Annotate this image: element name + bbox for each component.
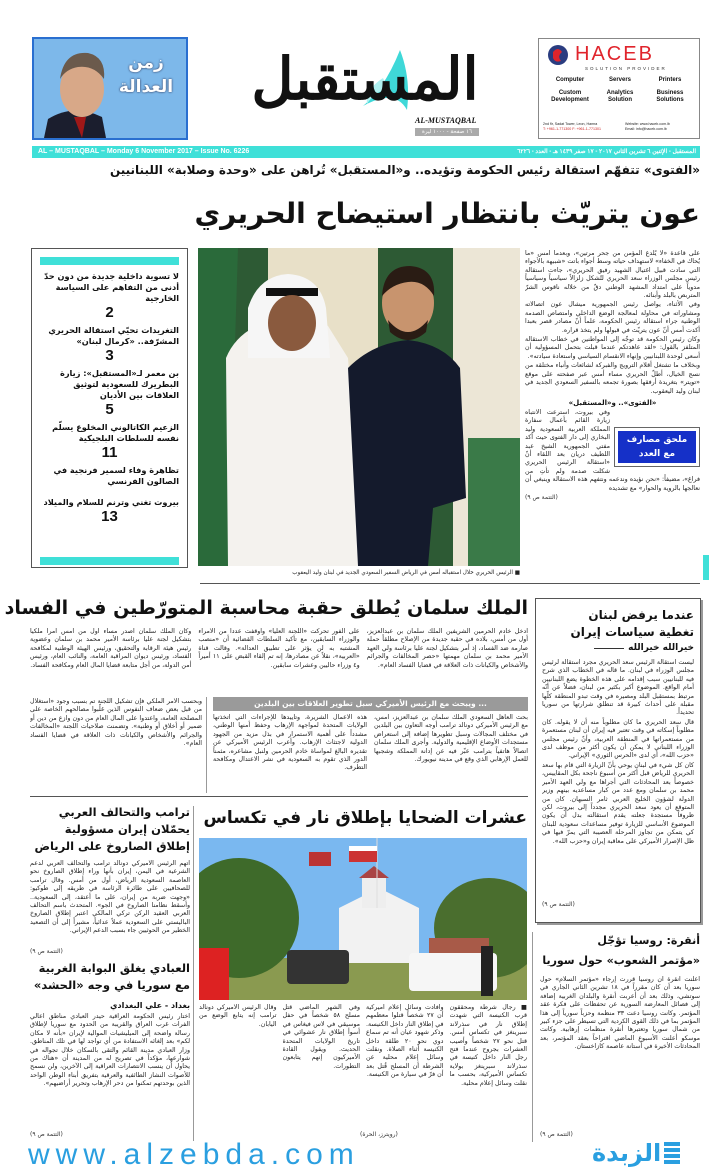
price-label: ١٦ صفحة - ١٠٠٠ ليرة	[415, 128, 479, 136]
lead-article-body-2: وفي بيروت، استرعت الانتباه زيارة القائم بأعمال سفارة المملكة العربية السعودية وليد البخاري إلى دار الفتوى حيث أكد مفتي الجمهورية الشيخ عبد اللطيف دريان بعد اللقاء أنّ «استقالة الرئيس الحريري شكلت صدمة ولم تأتِ من فراغ»، مضيفاً: «نحن نؤيده وندعمه ونتفهم هذه الاستقالة وينبغي أن نعالجها بالروية والحوار» مع تشديده	[525, 408, 700, 492]
index-page-number: 2	[105, 304, 114, 321]
salman-col-2: على الفور تحركت «اللجنة العليا» وأوقفت عدداً من الأمراء والوزراء السابقين، مع تأكيد السلطات القضائية أن «منصب المشتبه به لن يؤثر على تطبيق العدالة». وقالت قناة «العربية»، نقلاً عن مصادرها، إنه تم إلقاء القبض على ١١ أميراً و٤ وزراء حاليين وعشرات سابقين.	[198, 628, 360, 669]
opinion-author: خيرالله خيرالله	[542, 641, 694, 655]
lead-continued[interactable]: (التتمة ص ٩)	[525, 493, 558, 501]
index-page-number: 3	[105, 347, 114, 364]
texas-source: (رويترز، الحرة)	[360, 1131, 398, 1138]
index-page-number: 5	[105, 401, 114, 418]
service-business: Business Solutions	[656, 90, 684, 103]
lead-photo	[198, 248, 520, 566]
lead-photo-caption: ■ الرئيس الحريري خلال استقباله أمس في الرياض السفير السعودي الجديد في لبنان وليد اليعقوب	[292, 570, 520, 576]
lead-subhead: «الفتوى».. و«المستقبل»	[568, 398, 657, 407]
ad-phone: T: +961-1-771300 F: +961-1-771301	[543, 127, 601, 131]
salman-col-1: أدخل خادم الحرمين الشريفين الملك سلمان بن عبدالعزيز، أول من أمس، بلاده في حقبة جديدة من الإصلاح مطلقاً حملة صارمة ضد الفساد، إذ أمر بتشكيل لجنة عليا برئاسة ولي العهد الأمير محمد بن سلمان مهمتها «حصر المخالفات والجرائم والأشخاص والكيانات ذات العلاقة في قضايا الفساد العام».	[366, 628, 528, 669]
date-english: AL – MUSTAQBAL – Monday 6 November 2017 – Issue No. 6226	[38, 148, 250, 155]
newspaper-logo	[215, 40, 515, 140]
texas-col-1: ■ رجال شرطة ومحققون قرب الكنيسة التي شهدت إطلاق نار في سذرلاند سبرينغز في تكساس أمس. قتل نحو ٢٧ شخصاً وأصيب العشرات بجروح عندما فتح رجل النار داخل كنيسة في سذرلاند سبرينغز بولاية تكساس الأميركية، بحسب ما نقلت وسائل إعلام محلية.	[449, 1004, 527, 1087]
index-bottom-bar	[40, 557, 179, 565]
service-computer: Computer	[555, 77, 585, 83]
salman-sub-col-1: بحث العاهل السعودي الملك سلمان بن عبدالعزيز، أمس، مع الرئيس الأميركي دونالد ترامب أوجه التعاون بين البلدين في مختلف المجالات وسبل تطويرها إضافة إلى استعراض مستجدات الأوضاع الإقليمية والدولية. وأجرى الملك سلمان اتصالاً هاتفياً بترامب عبّر فيه عن إدانة المملكة وشجبها للعمل الإرهابي الذي وقع في مدينة نيويورك.	[374, 714, 528, 764]
ankara-headline-2[interactable]: «مؤتمر الشعوب» حول سوريا	[542, 954, 700, 967]
index-item[interactable]: بيروت تغني وترنم للسلام والميلاد 13	[32, 497, 187, 525]
haceb-tagline: SOLUTION PROVIDER	[585, 66, 667, 71]
ankara-body: أعلنت أنقرة أن روسيا قررت إرجاء «مؤتمر السلام» حول سوريا بعد أن كان مقرراً في ١٨ تشرين الثاني الجاري في سوتشي، وذلك بعد أن أعربت أنقرة والبلدان الغربية إضافة إلى فصائل المعارضة السورية عن تحفظات على فكرة عقد المؤتمر. وكانت روسيا دعت ٣٣ منظمة وحزباً سورياً إلى هذا المؤتمر بما في ذلك القوى الكردية التي تسيطر على جزء كبير من شمال سوريا وتعتبرها أنقرة منظمات إرهابية. وكانت موسكو أعلنت الأسبوع الماضي اقتراحاً بعقد المؤتمر، بعد المحادثات الأخيرة في أستانة عاصمة كازاخستان.	[540, 976, 700, 1051]
lead-article-flow	[525, 250, 700, 580]
salman-col-4: وبحسب الأمر الملكي فإن تشكيل اللجنة تم بسبب وجود «استغلال من قبل بعض ضعاف النفوس الذين غلّبوا مصالحهم الخاصة على المصلحة العامة، واعتدوا على المال العام من دون وازع من دين أو ضمير أو أخلاق أو وطنية». وتضمنت صلاحيات اللجنة «المخالفات والجرائم والأشخاص والكيانات ذات العلاقة في قضايا الفساد العام».	[30, 698, 202, 748]
index-item[interactable]: لا تسوية داخلية جديدة من دون حدّ أدنى من التفاهم على السياسة الخارجية 2	[32, 271, 187, 321]
index-item[interactable]: تظاهرة وفاء لسمير فرنجية في الصالون الفرنسي	[53, 465, 179, 486]
logo-bars-icon	[664, 1142, 680, 1164]
abadi-continued[interactable]: (التتمة ص ٩)	[30, 1131, 63, 1138]
lead-headline[interactable]: عون يتريّث بانتظار استيضاح الحريري	[194, 197, 700, 230]
slogan-line2: العدالة	[118, 77, 174, 97]
ad-website[interactable]: Website: www.haceb.com.lb	[625, 122, 670, 126]
opinion-continued[interactable]: (التتمة ص ٩)	[542, 901, 575, 908]
index-item[interactable]: التغريدات تحيّي استقالة الحريري المشرّفة.. «كرمال لبنان» 3	[32, 325, 187, 364]
index-item[interactable]: الزعيم الكاتالوني المخلوع يسلّم نفسه للسلطات البلجيكية 11	[32, 422, 187, 461]
date-arabic: المستقبل - الإثنين ٦ تشرين الثاني ٢٠١٧ - ١٧ صفر ١٤٣٩ هـ - العدد - ٦٢٢٦	[517, 149, 696, 155]
service-analytics: Analytics Solution	[606, 90, 634, 103]
abadi-headline[interactable]: العبادي يغلق البوابة الغربية مع سوريا في وجه «الحشد»	[33, 961, 190, 992]
opinion-body: ليست استقالة الرئيس سعد الحريري مجرد استقالة لرئيس مجلس الوزراء في لبنان. ما قاله في الخطاب الذي شرح فيه للبنانيين سبب إقدامه على هذه الخطوة يضع اللبنانيين أمام الواقع. الموضوع أكبر بكثير من لبنان، فضلاً عن أنّه مرتبط بمستقبل البلد ومصيره في وقت تبدو المنطقة كلّها مقبلة على أحداث كبيرة قد تنطلق شرارتها من سوريا تحديداً. قال سعد الحريري ما كان مطلوباً منه أن لا يقوله. كان مطلوباً إسكاته في وقت تعتبر فيه إيران أن لبنان مستعمرة من مستعمراتها في المنطقة العربية، وأنّ رئيس مجلس الوزراء اللبناني لا يمكن أن يكون أكثر من موظف لدى «حزب الله»، أي لدى «الحرس الثوري» الإيراني. كان كل شيء في لبنان يوحي بأنّ الزيارة التي قام بها سعد الحريري للرياض قبل أكثر من أسبوع ناجحة بكل المقاييس، خصوصاً بعد المحادثات التي أجراها مع ولي العهد الأمير محمد بن سلمان ومع عدد من كبار مساعديه بينهم وزير الدولة لشؤون الخليج العربي ثامر السبهان. كان من المتوقع أن يعود سعد الحريري مجدداً إلى بيروت، لكن ظروفاً مستجدة جعلته يقدم استقالته بدل أن يكون الموضوع الأساسي للزيارة توفير مساعدات سعودية للبنان كي يتمكن من تجاوز المرحلة العصيبة التي يمرّ فيها في ظل الإصرار الأميركي على معاقبة إيران و«حزب الله».	[542, 659, 694, 845]
salman-col-3: وكان الملك سلمان أصدر مساء أول من أمس أمراً ملكياً بتشكيل لجنة عليا برئاسة الأمير محمد بن سلمان وعضوية رئيس هيئة الرقابة والتحقيق، ورئيس الهيئة الوطنية لمكافحة الفساد، ورئيس ديوان المراقبة العامة، والنائب العام، ورئيس أمن الدولة، من أجل متابعة قضايا المال العام ومكافحة الفساد.	[30, 628, 192, 669]
ad-address: 2nd flr, Sadat Tower, Leon, Hamra	[543, 122, 598, 126]
index-page-number: 13	[101, 508, 118, 525]
supplement-line2: مع العدد	[638, 448, 676, 459]
index-page-number: 11	[101, 444, 118, 461]
texas-col-3: وفي الشهر الماضي قتل مسلح ٥٨ شخصاً في حفل موسيقي في لاس فيغاس في أسوأ إطلاق نار عشوائي في تاريخ الولايات المتحدة الحديث. ويقول القادة الأميركيون إنهم يتابعون التطورات.	[282, 1004, 360, 1070]
section-divider	[30, 796, 528, 797]
lead-kicker: «الفتوى» تتفهّم استقالة رئيس الحكومة وتؤيده.. و«المستقبل» تُراهن على «وحدة وصلابة» اللبنانيين	[109, 163, 700, 177]
ad-email[interactable]: Email: info@haceb.com.lb	[625, 127, 667, 131]
watermark-url[interactable]: www.alzebda.com	[28, 1138, 360, 1171]
opinion-headline-2[interactable]: تغطية سياسات إيران	[570, 625, 694, 639]
column-rule	[206, 697, 207, 793]
trump-iran-body: اتهم الرئيس الأميركي دونالد ترامب والتحالف العربي لدعم الشرعية في اليمن، إيران بأنها وراء إطلاق الصاروخ نحو العاصمة السعودية الرياض، أول من أمس. وقال ترامب للصحافيين على طائرة الرئاسة في طريقه إلى طوكيو: «وجهت ضربة من إيران، على ما أعتقد، إلى السعودية.. وأسقط نظامنا الصاروخ في الجو». المتحدث باسم التحالف العربي العقيد الركن تركي المالكي اعتبر إطلاق الصاروخ الباليستي على السعودية عملاً عدائياً، مشيراً إلى أن التصعيد الخطير من الحوثيين جاء بسبب الدعم الإيراني.	[30, 860, 190, 935]
slogan-line1: زمن	[128, 53, 164, 73]
index-item[interactable]: بن معمر لـ«المستقبل»: زيارة البطريرك للسعودية لتوثيق العلاقات بين الأديان 5	[32, 368, 187, 418]
opinion-headline-1[interactable]: عندما يرفض لبنان	[588, 608, 694, 622]
watermark-logo-text: الزبدة	[592, 1139, 662, 1167]
service-printers: Printers	[658, 77, 682, 83]
trump-iran-headline[interactable]: ترامب والتحالف العربي يحمّلان إيران مسؤولية إطلاق الصاروخ على الرياض	[34, 805, 190, 853]
haceb-logo-icon	[547, 44, 569, 66]
salman-sub-col-2: هذه الأعمال الشريرة، وتأييدها للإجراءات التي اتخذتها الولايات المتحدة لمواجهة الإرهاب وحفظ أمنها الوطني، مشدداً على أهمية الاستمرار في بذل مزيد من الجهود الدولية لاجتثاث الإرهاب. وأعرب الرئيس الأميركي عن تقديره البالغ لمواساة خادم الحرمين ولنبل مشاعره، مثمناً الدور الذي تقوم به السعودية في نشر الاعتدال ومكافحة التطرف.	[213, 714, 367, 772]
section-divider	[200, 583, 700, 584]
opinion-box	[535, 598, 701, 923]
logo-english: AL-MUSTAQBAL	[415, 116, 477, 125]
trump-iran-continued[interactable]: (التتمة ص ٩)	[30, 948, 63, 955]
abadi-author: بغداد - علي البغدادي	[110, 1001, 190, 1010]
service-custom-dev: Custom Development	[551, 90, 589, 103]
texas-headline[interactable]: عشرات الضحايا بإطلاق نار في تكساس	[203, 808, 527, 828]
supplement-line1: ملحق مصارف	[626, 434, 688, 445]
date-bar	[32, 146, 700, 158]
founder-portrait-box	[32, 37, 188, 140]
lead-article-body: على قاعدة «لا يُلدغ المؤمن من جحر مرتين»، وبعدما أمس «ما يُحاك في الخفاء» لاستهداف حياته وسط أجواء باتت «شبيهة بالأجواء التي سادت قبيل اغتيال الشهيد رفيق الحريري»، جاءت استقالة رئيس مجلس الوزراء سعد الحريري لتُشكل زلزالاً سياسياً وسياسياً مدوياً على امتداد المشهد الوطني دقّ من خلاله ناقوس الشرّ المتربص بالبلد وأبنائه. وفي الأثناء، يواصل رئيس الجمهورية ميشال عون اتصالاته ومشاوراته في محاولة لمعالجة الوضع الداخلي وامتصاص الصدمة الوطنية جراء استقالة رئيس الحكومة، علماً أنّ مصادر قصر بعبدا أكدت أمس أنّ عون يتريّث في قبولها ولم يتخذ قراره. وكان رئيس الحكومة قد توجّه إلى المواطنين في خطاب الاستقالة المتلفز بالقول: «لقد عاهدتكم عندما قبلت بتحمل المسؤولية أن أسعى لوحدة اللبنانيين وإنهاء الانقسام السياسي واستعادة سيادته». وبخلاف ما تشتغل أقلام الترويج والفبركة لشائعات وأنباء مختلقة من نسج الخيال، أطلّ الحريري مساء أمس عبر صفحته على موقع «تويتر» بتغريدة أرفقها بصورة تجمعه بالسفير السعودي الجديد في لبنان وليد اليعقوب.	[525, 250, 700, 395]
column-rule	[193, 806, 194, 1141]
haceb-ad[interactable]	[538, 38, 700, 139]
texas-col-2: وأفادت وسائل إعلام أميركية أن ٢٧ شخصاً قتلوا معظمهم في إطلاق النار داخل الكنيسة. وذكر شهود عيان أنه تم سماع دوي نحو ٢٠ طلقة داخل الكنيسة أثناء الصلاة. ونقلت وسائل إعلام محلية عن الشرطة أن المسلح قُتل بعد أن فرّ في سيارة من الكنيسة.	[366, 1004, 444, 1079]
abadi-body: اختار رئيس الحكومة العراقية حيدر العبادي مناطق أعالي الفرات غرب العراق والقريبة من الحدود مع سوريا لإطلاق رسالة واضحة إلى الميليشيات الموالية لإيران «بأنه لا مكان لكم» بعد إلغائه الاستفادة من أي تواجد لها في تلك المناطق. وزار العبادي مدينة القائم والتقى بالسكان خلال تجواله في شوارعها، مؤكداً في تصريح له من المدينة أن «هناك من يحاول أن ينسب الانتصارات العراقية إلى الآخرين، ولن نسمح للأصوات النشاز الطائفية والعرقية بتفريق أبناء الوطن الواحد الذين بوحدتهم تمكنوا من دحر الإرهاب وتحرير أراضيهم».	[30, 1013, 190, 1088]
index-top-bar	[40, 257, 179, 265]
haceb-brand: HACEB	[575, 43, 654, 65]
salman-headline[interactable]: الملك سلمان يُطلق حقبة محاسبة المتورّطين في الفساد	[4, 597, 528, 619]
watermark-logo	[592, 1138, 680, 1168]
texas-photo	[199, 838, 527, 1000]
texas-col-4: وقال الرئيس الأميركي دونالد ترامب إنه يتابع الوضع من اليابان.	[199, 1004, 277, 1028]
logo-arabic: المستقبل	[251, 45, 479, 113]
column-rule	[532, 932, 533, 1142]
supplement-box[interactable]	[614, 427, 700, 467]
index-box	[31, 248, 188, 568]
ankara-headline-1[interactable]: أنقرة: روسيا تؤجّل	[597, 934, 700, 947]
ankara-continued[interactable]: (التتمة ص ٩)	[540, 1131, 573, 1138]
service-servers: Servers	[608, 77, 632, 83]
salman-subhead: ... ويبحث مع الرئيس الأميركي سبل تطوير العلاقات بين البلدين	[213, 697, 528, 711]
accent-side-bar	[703, 555, 709, 580]
